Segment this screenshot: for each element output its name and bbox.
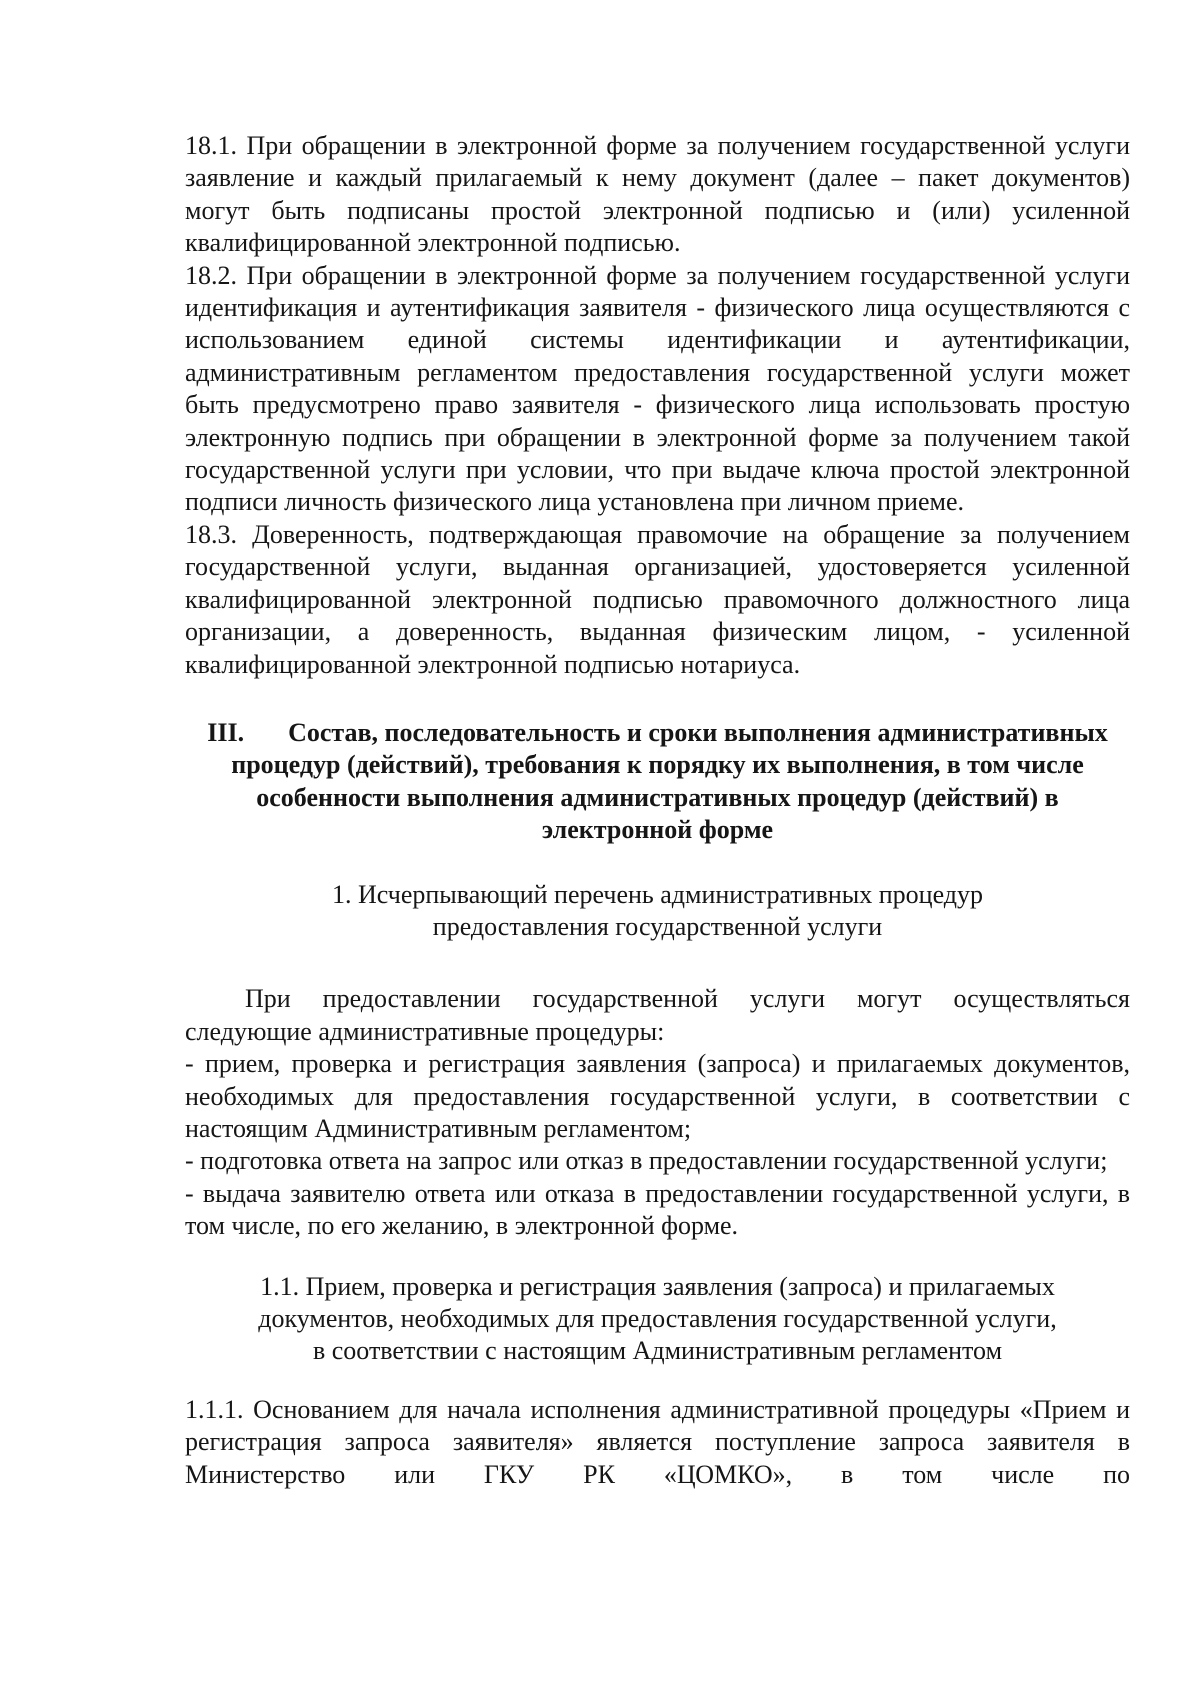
paragraph-18-2: 18.2. При обращении в электронной форме за получением государственной услуги идентификация и аутентификация заявителя - физического лица осуществляются с использованием единой системы идентификации и аутентификации, административным регламентом предоставления государственной услуги может быть предусмотрено право заявителя - физического лица использовать простую электронную подпись при обращении в электронной форме за получением такой государственной услуги при условии, что при выдаче ключа простой электронной подписи личность физического лица установлена при личном приеме. (185, 260, 1130, 517)
procedure-item-2: - подготовка ответа на запрос или отказ в предоставлении государственной услуги; (185, 1146, 1108, 1176)
subsection-1-line-2: предоставления государственной услуги (432, 911, 883, 941)
section-3-title: Состав, последовательность и сроки выполнения административных процедур (действий), требования к порядку их выполнения, в том числе особенности выполнения административных процедур (действий) в электронной форме (231, 717, 1108, 845)
procedure-item-1: - прием, проверка и регистрация заявления (запроса) и прилагаемых документов, необходимых для предоставления государственной услуги, в соответствии с настоящим Административным регламентом; (185, 1049, 1130, 1143)
paragraph-1-1-1: 1.1.1. Основанием для начала исполнения административной процедуры «Прием и регистрация запроса заявителя» является поступление запроса заявителя в Министерство или ГКУ РК «ЦОМКО», в том числе по (185, 1394, 1130, 1489)
subsection-1-line-1: 1. Исчерпывающий перечень административных процедур (331, 879, 983, 909)
section-3-heading (185, 717, 1130, 847)
document-page (185, 130, 1130, 1491)
paragraph-18-1: 18.1. При обращении в электронной форме за получением государственной услуги заявление и каждый прилагаемый к нему документ (далее – пакет документов) могут быть подписаны простой электронной подписью и (или) усиленной квалифицированной электронной подписью. (185, 131, 1130, 258)
section-3-numeral: III. (207, 717, 245, 747)
subsection-1-1-heading (185, 1271, 1130, 1368)
subsection-1-1-line-1: 1.1. Прием, проверка и регистрация заявления (запроса) и прилагаемых (260, 1271, 1055, 1301)
procedure-item-3: - выдача заявителю ответа или отказа в предоставлении государственной услуги, в том числе, по его желанию, в электронной форме. (185, 1178, 1130, 1241)
subsection-1-heading (185, 879, 1130, 944)
subsection-1-1-line-2: документов, необходимых для предоставления государственной услуги, (258, 1304, 1057, 1333)
subsection-1-1-line-3: в соответствии с настоящим Административным регламентом (312, 1336, 1003, 1366)
procedures-intro: При предоставлении государственной услуги могут осуществляться следующие административные процедуры: (185, 984, 1130, 1046)
paragraph-18-3: 18.3. Доверенность, подтверждающая правомочие на обращение за получением государственной услуги, выданная организацией, удостоверяется усиленной квалифицированной электронной подписью правомочного должностного лица организации, а доверенность, выданная физическим лицом, - усиленной квалифицированной электронной подписью нотариуса. (185, 519, 1130, 679)
